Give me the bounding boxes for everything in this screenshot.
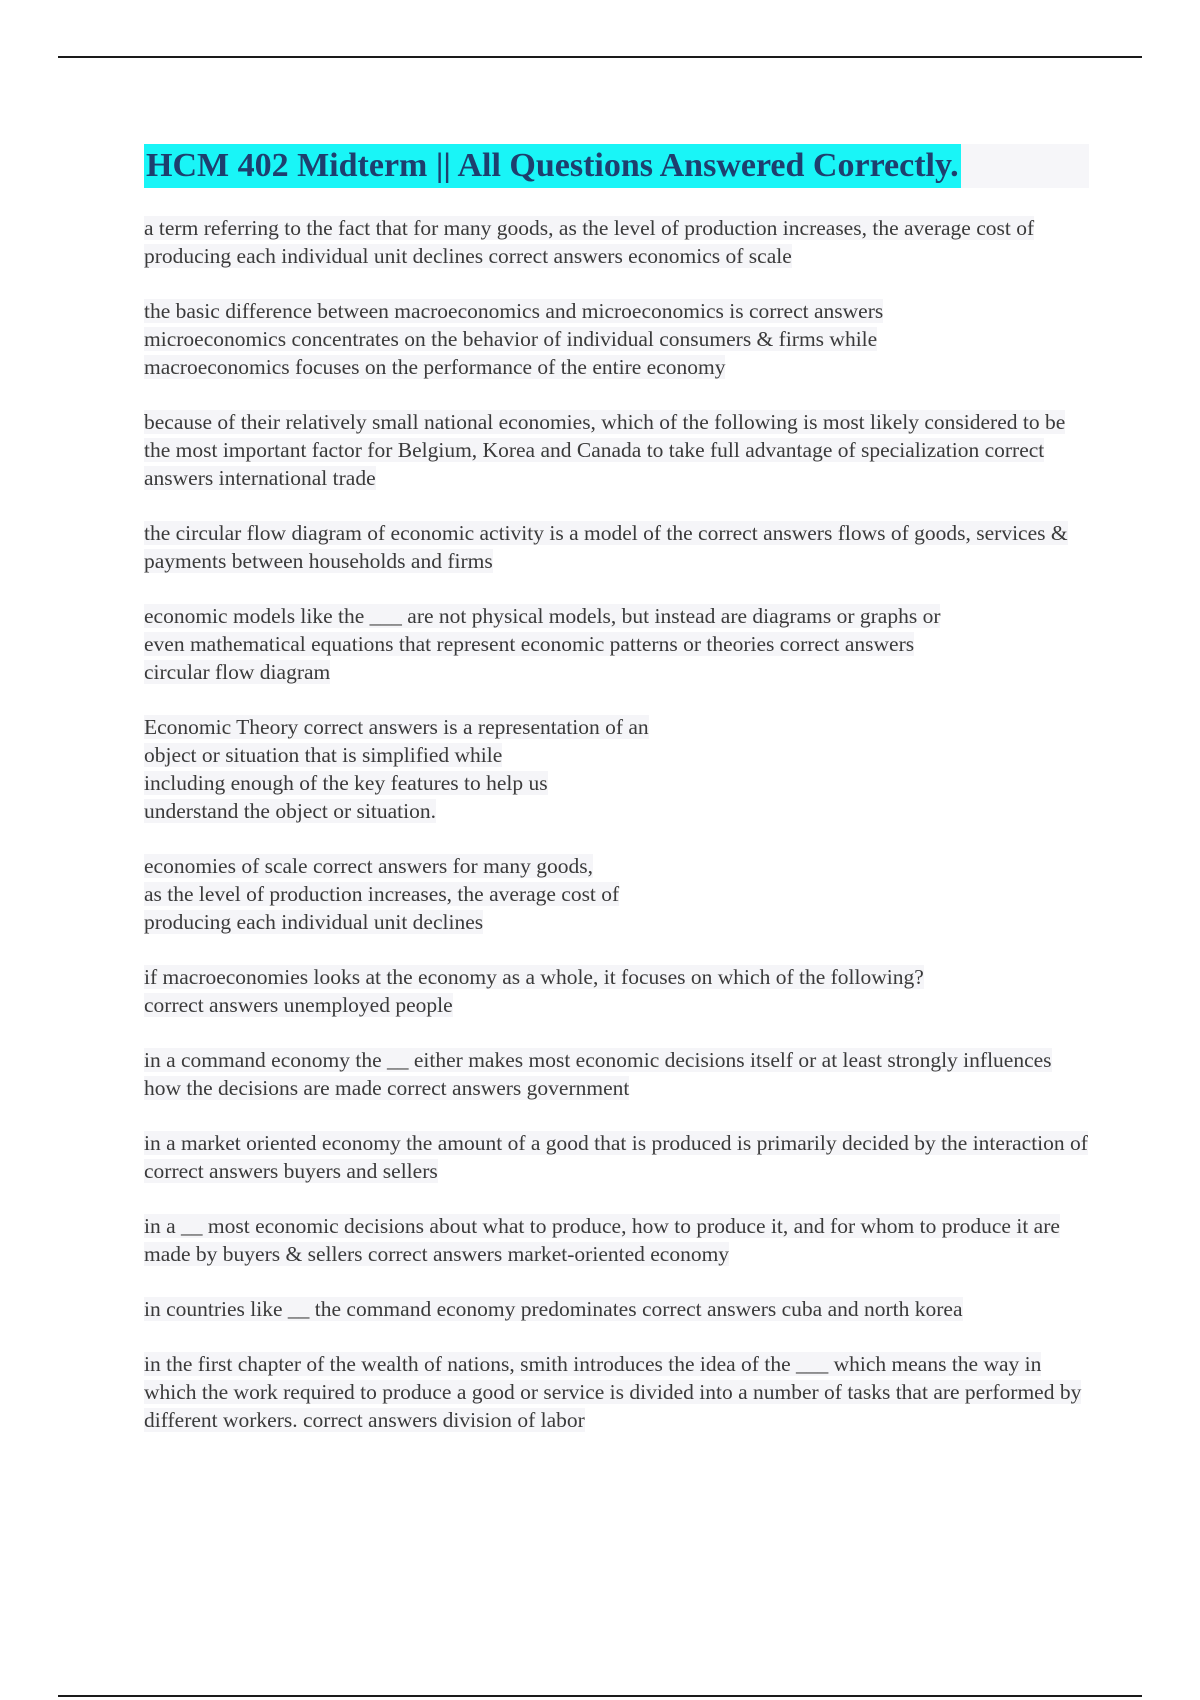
qa-item xyxy=(144,852,1089,936)
qa-item xyxy=(144,214,1089,270)
qa-text: in countries like __ the command economy predominates correct answers cuba and north korea xyxy=(144,1297,963,1321)
qa-text: if macroeconomies looks at the economy as a whole, it focuses on which of the following? correct answers unemployed people xyxy=(144,965,924,1017)
top-rule xyxy=(58,56,1142,58)
qa-text: economies of scale correct answers for many goods, as the level of production increases, the average cost of producing each individual unit declines xyxy=(144,854,620,934)
qa-item xyxy=(144,713,1089,825)
document-body xyxy=(144,144,1089,1461)
qa-text: in the first chapter of the wealth of nations, smith introduces the idea of the ___ which means the way in which the work required to produce a good or service is divided into a number of tasks that are performed by different workers. correct answers division of labor xyxy=(144,1352,1082,1432)
qa-item xyxy=(144,1129,1089,1185)
qa-item xyxy=(144,519,1089,575)
qa-item xyxy=(144,1295,1089,1323)
qa-text: the basic difference between macroeconomics and microeconomics is correct answers microeconomics concentrates on the behavior of individual consumers & firms while macroeconomics focuses on the performance of the entire economy xyxy=(144,299,884,379)
qa-text: the circular flow diagram of economic activity is a model of the correct answers flows of goods, services & payments between households and firms xyxy=(144,521,1068,573)
bottom-rule xyxy=(58,1695,1142,1697)
qa-item xyxy=(144,1212,1089,1268)
qa-item xyxy=(144,297,1089,381)
qa-item xyxy=(144,408,1089,492)
qa-item xyxy=(144,602,1089,686)
qa-item xyxy=(144,1046,1089,1102)
qa-list xyxy=(144,214,1089,1434)
title-band xyxy=(144,144,1089,188)
qa-text: economic models like the ___ are not physical models, but instead are diagrams or graphs or even mathematical equations that represent economic patterns or theories correct answers circular flow diagram xyxy=(144,604,941,684)
document-title: HCM 402 Midterm || All Questions Answered Correctly. xyxy=(144,144,961,188)
qa-text: because of their relatively small national economies, which of the following is most likely considered to be the most important factor for Belgium, Korea and Canada to take full advantage of specialization correct answers international trade xyxy=(144,410,1066,490)
qa-text: in a __ most economic decisions about what to produce, how to produce it, and for whom to produce it are made by buyers & sellers correct answers market-oriented economy xyxy=(144,1214,1060,1266)
qa-text: Economic Theory correct answers is a representation of an object or situation that is simplified while including enough of the key features to help us understand the object or situation. xyxy=(144,715,649,823)
qa-text: in a market oriented economy the amount of a good that is produced is primarily decided by the interaction of correct answers buyers and sellers xyxy=(144,1131,1088,1183)
qa-item xyxy=(144,963,1089,1019)
qa-text: a term referring to the fact that for many goods, as the level of production increases, the average cost of producing each individual unit declines correct answers economics of scale xyxy=(144,216,1035,268)
qa-text: in a command economy the __ either makes most economic decisions itself or at least strongly influences how the decisions are made correct answers government xyxy=(144,1048,1052,1100)
qa-item xyxy=(144,1350,1089,1434)
